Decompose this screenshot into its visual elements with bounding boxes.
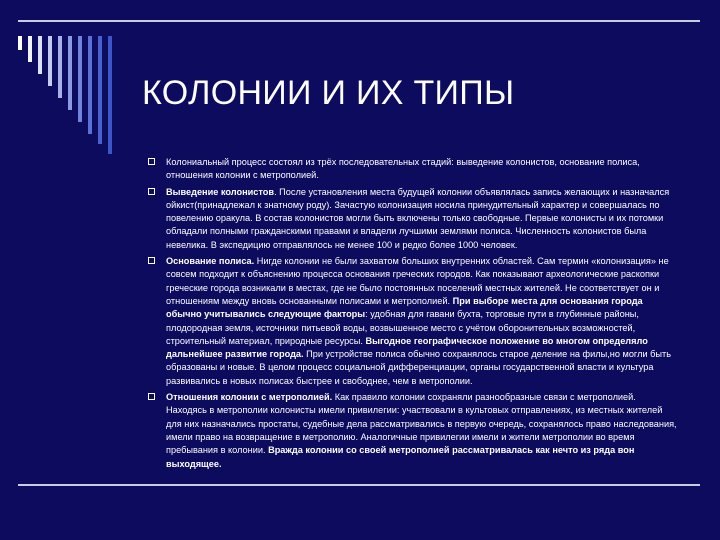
- body-text: . После установления места будущей колонии объявлялась запись желающих и назначался ойкист(принадлежал к знатному роду). Зачастую колонизация носила принудительный характер и совершалась по повелению оракула. В состав колонистов могли быть включены только свободные. Первые колонисты и их потомки обладали полными гражданскими правами и владели лучшими землями полиса. Численность колонистов была невелика. В экспедицию отправлялось не менее 100 и редко более 1000 человек.: [166, 186, 670, 250]
- square-bullet-icon: [148, 393, 155, 400]
- decorative-stripe: [18, 36, 22, 50]
- decorative-stripe: [78, 36, 82, 122]
- decorative-stripe: [48, 36, 52, 86]
- decorative-stripe: [98, 36, 102, 144]
- bold-text: Вражда колонии со своей метрополией рассматривалась как нечто из ряда вон выходящее.: [166, 445, 635, 469]
- bold-text: Выведение колонистов: [166, 186, 275, 197]
- slide-title: КОЛОНИИ И ИХ ТИПЫ: [142, 74, 515, 112]
- decorative-stripe: [38, 36, 42, 74]
- square-bullet-icon: [148, 188, 155, 195]
- bold-text: При выборе места для основания города обычно учитывались следующие факторы: [166, 295, 643, 320]
- slide-body: [148, 156, 678, 474]
- decorative-stripe: [108, 36, 112, 154]
- body-text: Колониальный процесс состоял из трёх последовательных стадий: выведение колонистов, основание полиса, отношения колонии с метрополией.: [166, 157, 640, 181]
- bold-text: Основание полиса.: [166, 256, 255, 267]
- bottom-divider-line: [18, 484, 700, 486]
- bullet-item: [148, 391, 678, 471]
- body-text: : удобная для гавани бухта, торговые пути в глубинные районы, плодородная земля, источники питьевой воды, возвышенное место с учётом оборонительных возможностей, строительный материал, природные ресурсы.: [166, 309, 639, 346]
- body-text: При устройстве полиса обычно сохранялось старое деление на филы,но могли быть образованы и новые. В целом процесс социальной дифференциации, органы государственной власти и культура развивались в новых полисах быстрее и свободнее, чем в метрополии.: [166, 349, 671, 386]
- square-bullet-icon: [148, 257, 155, 264]
- square-bullet-icon: [148, 158, 155, 165]
- decorative-stripes: [18, 36, 158, 156]
- body-text: Как правило колонии сохраняли разнообразные связи с метрополией. Находясь в метрополии колонисты имели привилегии: участвовали в культовых отправлениях, из местных жителей для них назначались простаты, судебные дела рассматривались в первую очередь, сохранялось право наследования, имели право на возвращение в метрополию. Аналогичные привилегии имели и жители метрополии во время пребывания в колонии.: [166, 392, 677, 456]
- bullet-item: [148, 255, 678, 388]
- decorative-stripe: [68, 36, 72, 110]
- body-text: Нигде колонии не были захватом больших внутренних областей. Сам термин «колонизация» не совсем подходит к объяснению процесса основания греческих городов. Как показывают археологические раскопки греческие города возникали в местах, где не было постоянных поселений местных жителей. Не соответствует он и отношениям между вновь основанными полисами и метрополией.: [166, 256, 669, 306]
- bullet-item: [148, 186, 678, 252]
- bold-text: Выгодное географическое положение во многом определяло дальнейшее развитие города.: [166, 335, 648, 360]
- decorative-stripe: [28, 36, 32, 62]
- top-divider-line: [18, 20, 700, 22]
- bullet-item: [148, 156, 678, 183]
- decorative-stripe: [58, 36, 62, 98]
- bold-text: Отношения колонии с метрополией.: [166, 392, 333, 403]
- decorative-stripe: [88, 36, 92, 134]
